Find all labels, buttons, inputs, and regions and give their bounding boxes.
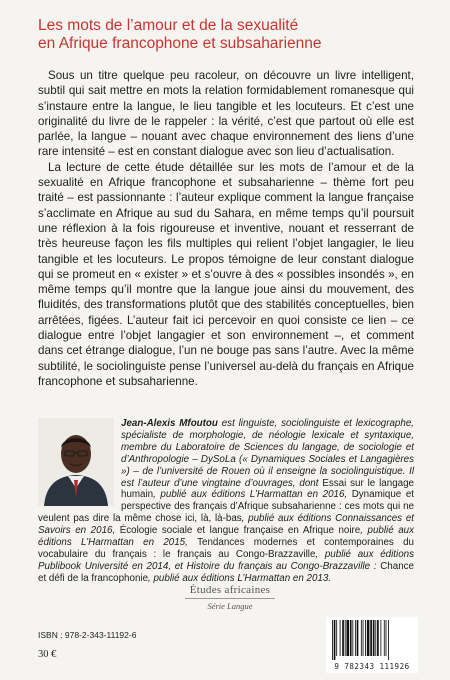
barcode-bar [388, 620, 389, 660]
barcode-bars [330, 620, 414, 660]
series-logo [185, 584, 275, 611]
barcode-bar [350, 620, 352, 656]
work-title-3: Écologie sociale et langue française en Afrique noire [119, 525, 361, 537]
barcode-bar [361, 620, 362, 656]
barcode-bar [332, 620, 333, 660]
title-line-1: Les mots de l’amour et de la sexualité [38, 17, 299, 34]
author-portrait-image [38, 418, 114, 506]
barcode-bar [367, 620, 370, 656]
barcode-bar [377, 620, 379, 656]
barcode-bar [334, 620, 336, 660]
barcode-bar [363, 620, 364, 656]
isbn-label: ISBN : 978-2-343-11192-6 [38, 630, 137, 640]
barcode-bar [345, 620, 346, 656]
barcode [326, 617, 418, 673]
barcode-bar [373, 620, 375, 656]
author-bio-text: est linguiste, sociolinguiste et lexicographe, spécialiste de morphologie, de néologie lexicale et syntaxique, membre du Laboratoire de Sciences du langage, de sociologie et d’Anthropologie – DySoLa (« Dynamiques Sociales et Langagières ») – de l’université de Rouen où il enseigne la sociolinguistique. Il est l’auteur d’une vingtaine d’ouvrages, dont [121, 418, 414, 489]
title-line-2: en Afrique francophone et subsaharienne [38, 35, 322, 52]
price-label: 30 € [38, 649, 57, 660]
summary-paragraph-1: Sous un titre quelque peu racoleur, on découvre un livre intelligent, subtil qui sait mettre en mots la relation formidablement romanesque qui s’instaure entre la langue, le lieu tangible et les locuteurs. Et c’est une originalité du livre de le rappeler : la vérité, c’est que partout où elle est parlée, la langue – nouant avec chaque environnement des liens d’une rare intensité – est en constant dialogue avec son lieu d’actualisation. [38, 69, 414, 159]
barcode-bar [355, 620, 356, 656]
author-name: Jean-Alexis Mfoutou [121, 418, 218, 429]
barcode-bar [386, 620, 387, 656]
barcode-bar [365, 620, 366, 656]
publication-info-1: , publié aux éditions L’Harmattan en 2016, [153, 489, 352, 501]
publication-info-3: , publié aux éditions L’Harmattan en 2015, [38, 525, 415, 549]
author-photo [38, 418, 114, 506]
barcode-bar [342, 620, 344, 656]
barcode-bar [336, 620, 337, 656]
work-title-2: Dynamique et perspective des français d’Afrique subsaharienne : ces mots qui ne veulent pas dire la même chose ici, là, là-bas [38, 489, 414, 525]
barcode-bar [346, 620, 349, 656]
barcode-bar [340, 620, 341, 656]
barcode-bar [380, 620, 381, 656]
barcode-bar [357, 620, 359, 656]
book-title [38, 17, 418, 53]
publication-info-5: , publié aux éditions L’Harmattan en 2013. [148, 572, 332, 584]
work-title-4: Tendances modernes et contemporaines du vocabulaire du français : le français au Congo-Brazzaville [38, 537, 414, 560]
work-title-5: Histoire du français au Congo-Brazzaville : [186, 560, 381, 572]
series-subtitle: Série Langue [207, 601, 253, 611]
series-name: Études africaines [185, 584, 275, 599]
barcode-bar [370, 620, 372, 656]
barcode-digits: 9 782343 111926 [334, 662, 410, 671]
publication-info-4: , publié aux éditions Publibook Université en 2014, et [38, 548, 414, 572]
publication-info-2: , publié aux éditions Connaissances et Savoirs en 2016, [38, 513, 414, 537]
summary-paragraph-2: La lecture de cette étude détaillée sur les mots de l’amour et de la sexualité en Afrique francophone et subsaharienne – thème fort peu traité – est passionnante : l’auteur explique comment la langue française s’acclimate en Afrique au sud du Sahara, en même temps qu’il poursuit une réflexion à la fois rigoureuse et inventive, nouant et resserrant de très heureuse façon les fils multiples qui relient l’objet langagier, le lieu tangible et les locuteurs. Le propos témoigne de leur constant dialogue qui se promeut en « exister » et s’ouvre à des « possibles insondés », en même temps qu’il montre que la langue joue ainsi du mouvement, des fluidités, des transformations plutôt que des stabilités conceptuelles, bien arrêtées, figées. L’auteur fait ici percevoir en quoi consiste ce lien – ce dialogue entre l’objet langagier et son environnement –, et comment dans cet étrange dialogue, l’un ne bouge pas sans l’autre. Avec la même subtilité, le sociolinguiste pense l’universel au-delà du français en Afrique francophone et subsaharienne. [38, 160, 414, 388]
work-title-1: Essai sur le langage humain [121, 477, 414, 501]
barcode-bar [352, 620, 353, 656]
barcode-bar [384, 620, 385, 656]
barcode-bar [375, 620, 376, 656]
back-cover-summary [38, 68, 414, 389]
author-bio [38, 418, 414, 585]
work-title-6: Chance et défi de la francophonie [38, 560, 415, 584]
